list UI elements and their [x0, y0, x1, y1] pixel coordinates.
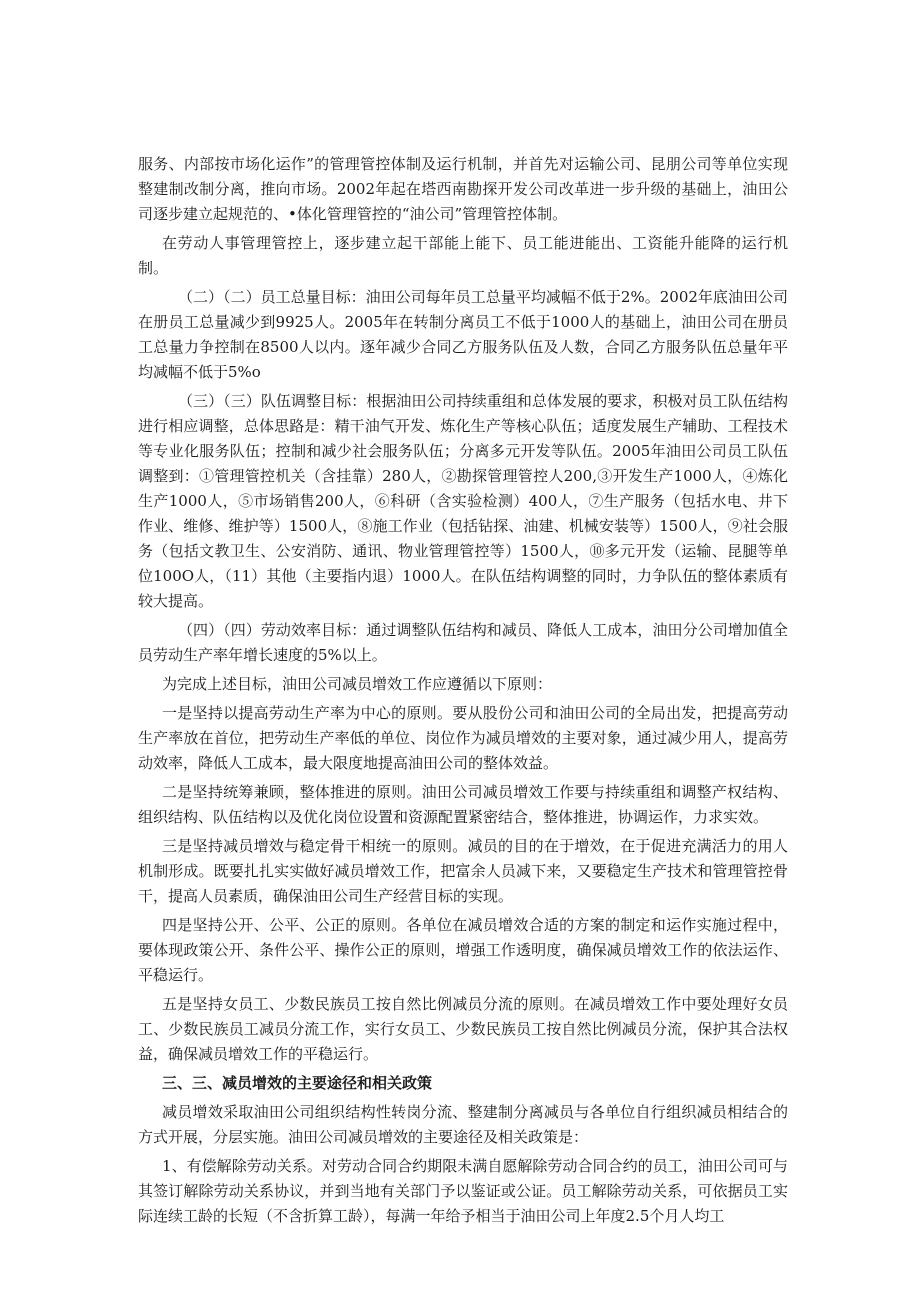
- paragraph-principle-1: 一是坚持以提高劳动生产率为中心的原则。要从股份公司和油田公司的全局出发，把提高劳动生产率放在首位，把劳动生产率低的单位、岗位作为减员增效的主要对象，通过减少用人，提高劳动效率，降低人工成本，最大限度地提高油田公司的整体效益。: [138, 704, 788, 772]
- paragraph-team-adjustment-target: （三）（三）队伍调整目标：根据油田公司持续重组和总体发展的要求，积极对员工队伍结构进行相应调整，总体思路是：精干油气开发、炼化生产等核心队伍；适度发展生产辅助、工程技术等专业化服务队伍；控制和减少社会服务队伍；分离多元开发等队伍。2005年油田公司员工队伍调整到：①管理管控机关（含挂靠）280人，②勘探管理管控人200,③开发生产1000人，④炼化生产1000人，⑤市场销售200人，⑥科研（含实验检测）400人，⑦生产服务（包括水电、井下作业、维修、维护等）1500人，⑧施工作业（包括钻探、油建、机械安装等）1500人，⑨社会服务（包括文教卫生、公安消防、通讯、物业管理管控等）1500人，⑩多元开发（运输、昆腿等单位100O人，（11）其他（主要指内退）1000人。在队伍结构调整的同时，力争队伍的整体素质有较大提高。: [138, 392, 788, 610]
- paragraph-principle-5: 五是坚持女员工、少数民族员工按自然比例减员分流的原则。在减员增效工作中要处理好女员工、少数民族员工减员分流工作，实行女员工、少数民族员工按自然比例减员分流，保护其合法权益，确保减员增效工作的平稳运行。: [138, 995, 788, 1063]
- paragraph-labor-efficiency-target: （四）（四）劳动效率目标：通过调整队伍结构和减员、降低人工成本，油田分公司增加值全员劳动生产率年增长速度的5%以上。: [138, 621, 788, 664]
- paragraph-labor-personnel: 在劳动人事管理管控上，逐步建立起干部能上能下、员工能进能出、工资能升能降的运行机制。: [138, 234, 788, 277]
- paragraph-principle-4: 四是坚持公开、公平、公正的原则。各单位在减员增效合适的方案的制定和运作实施过程中，要体现政策公开、条件公平、操作公正的原则，增强工作透明度，确保减员增效工作的依法运作、平稳运行。: [138, 916, 788, 984]
- paragraph-principle-3: 三是坚持减员增效与稳定骨干相统一的原则。减员的目的在于增效，在于促进充满活力的用人机制形成。既要扎扎实实做好减员增效工作，把富余人员减下来，又要稳定生产技术和管理管控骨干，提高人员素质，确保油田公司生产经营目标的实现。: [138, 837, 788, 905]
- paragraph-staff-total-target: （二）（二）员工总量目标：油田公司每年员工总量平均减幅不低于2%。2002年底油田公司在册员工总量减少到9925人。2005年在转制分离员工不低于1000人的基础上，油田公司在册员工总量力争控制在8500人以内。逐年减少合同乙方服务队伍及人数，合同乙方服务队伍总量年平均减幅不低于5%o: [138, 288, 788, 381]
- paragraph-principle-2: 二是坚持统筹兼顾，整体推进的原则。油田公司减员增效工作要与持续重组和调整产权结构、组织结构、队伍结构以及优化岗位设置和资源配置紧密结合，整体推进，协调运作，力求实效。: [138, 783, 788, 826]
- paragraph-principles-intro: 为完成上述目标，油田公司减员增效工作应遵循以下原则：: [162, 675, 553, 693]
- paragraph-approach-intro: 减员增效采取油田公司组织结构性转岗分流、整建制分离减员与各单位自行组织减员相结合的方式开展，分层实施。油田公司减员增效的主要途径及相关政策是：: [138, 1103, 788, 1146]
- document-body: [138, 152, 788, 1233]
- paragraph-item-1: 1、有偿解除劳动关系。对劳动合同合约期限未满自愿解除劳动合同合约的员工，油田公司可与其签订解除劳动关系协议，并到当地有关部门予以鉴证或公证。员工解除劳动关系，可依据员工实际连续工龄的长短（不含折算工龄），每满一年给予相当于油田公司上年度2.5个月人均工: [138, 1157, 788, 1225]
- paragraph-continuation: 服务、内部按市场化运作”的管理管控体制及运行机制，并首先对运输公司、昆朋公司等单位实现整建制改制分离，推向市场。2002年起在塔西南勘探开发公司改革进一步升级的基础上，油田公司逐步建立起规范的、•体化管理管控的“油公司”管理管控体制。: [138, 155, 788, 223]
- section-heading-3: 三、三、减员增效的主要途径和相关政策: [162, 1074, 433, 1092]
